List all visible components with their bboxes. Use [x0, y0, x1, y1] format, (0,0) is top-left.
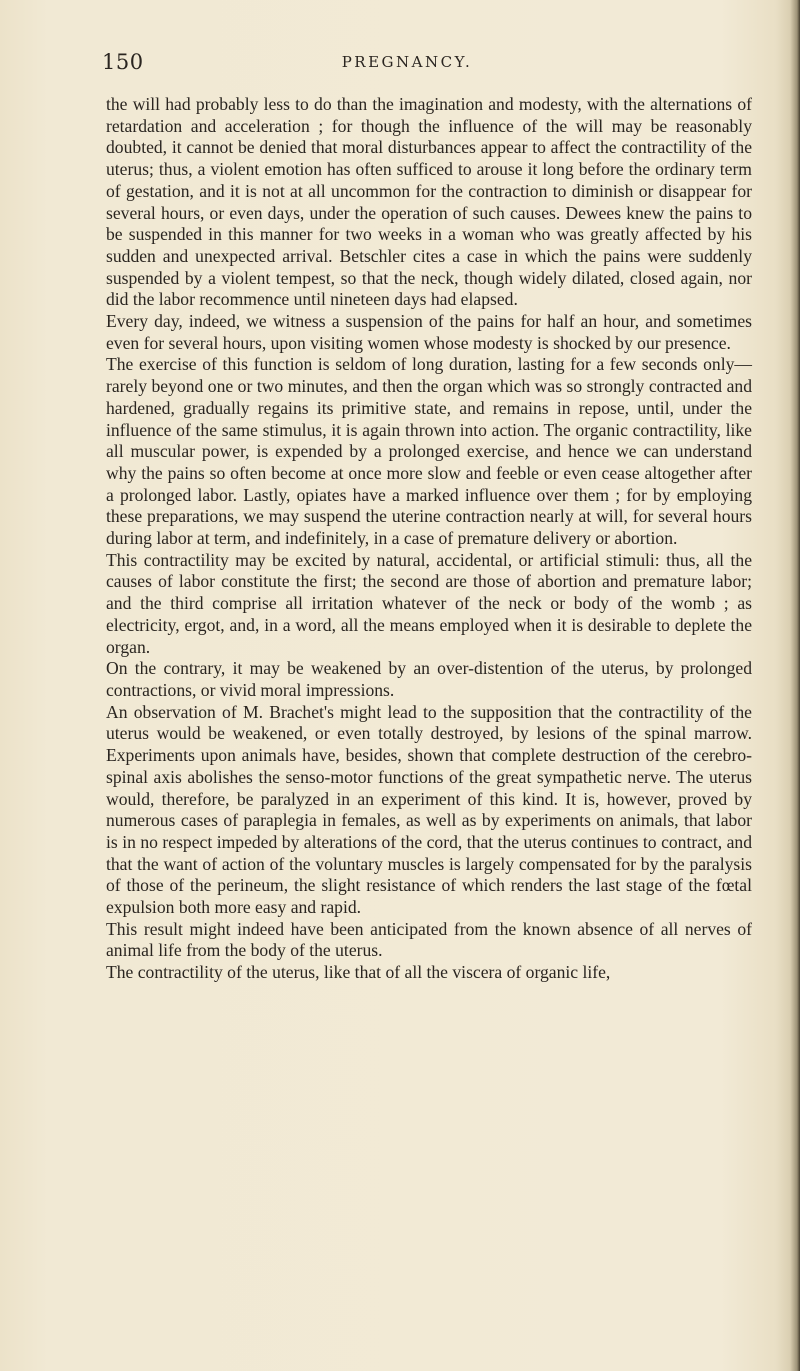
paragraph: This contractility may be excited by natural, accidental, or artificial stimuli: thus, all the causes of labor constitute the first; the second are those of abortion and premature labor; and the third comprise all irritation whatever of the neck or body of the womb ; as electricity, ergot, and, in a word, all the means employed when it is desirable to deplete the organ. [106, 549, 752, 657]
paragraph: The exercise of this function is seldom of long duration, lasting for a few seconds only—rarely beyond one or two minutes, and then the organ which was so strongly contracted and hardened, gradually regains its primitive state, and remains in repose, until, under the influence of the same stimulus, it is again thrown into action. The organic contractility, like all muscular power, is expended by a prolonged exercise, and hence we can understand why the pains so often become at once more slow and feeble or even cease altogether after a prolonged labor. Lastly, opiates have a marked influence over them ; for by employing these preparations, we may suspend the uterine contraction nearly at will, for several hours during labor at term, and indefinitely, in a case of premature delivery or abortion. [106, 354, 752, 549]
paragraph: The contractility of the uterus, like that of all the viscera of organic life, [106, 962, 611, 983]
paragraph: This result might indeed have been anticipated from the known absence of all nerves of animal life from the body of the uterus. [106, 918, 752, 961]
paragraph: On the contrary, it may be weakened by an over-distention of the uterus, by prolonged contractions, or vivid moral impressions. [106, 658, 752, 700]
paragraph: the will had probably less to do than the imagination and modesty, with the alternations of retardation and acceleration ; for though the influence of the will may be reasonably doubted, it cannot be denied that moral disturbances appear to affect the contractility of the uterus; thus, a violent emotion has often sufficed to arouse it long before the ordinary term of gestation, and it is not at all uncommon for the contraction to diminish or disappear for several hours, or even days, under the operation of such causes. Dewees knew the pains to be suspended in this manner for two weeks in a woman who was greatly affected by his sudden and unexpected arrival. Betschler cites a case in which the pains were suddenly suspended by a violent tempest, so that the neck, though widely dilated, closed again, nor did the labor recommence until nineteen days had elapsed. [106, 94, 752, 310]
page-header [102, 50, 712, 78]
page-edge-shadow [790, 0, 800, 1371]
page-number: 150 [102, 50, 144, 74]
body-text [106, 94, 752, 984]
paragraph: An observation of M. Brachet's might lead to the supposition that the contractility of the uterus would be weakened, or even totally destroyed, by lesions of the spinal marrow. Experiments upon animals have, besides, shown that complete destruction of the cerebro-spinal axis abolishes the senso-motor functions of the great sympathetic nerve. The uterus would, therefore, be paralyzed in an experiment of this kind. It is, however, proved by numerous cases of paraplegia in females, as well as by experiments on animals, that labor is in no respect impeded by alterations of the cord, that the uterus continues to contract, and that the want of action of the voluntary muscles is largely compensated for by the paralysis of those of the perineum, the slight resistance of which renders the last stage of the fœtal expulsion both more easy and rapid. [106, 701, 752, 918]
running-head: PREGNANCY. [341, 53, 473, 71]
paragraph: Every day, indeed, we witness a suspension of the pains for half an hour, and sometimes even for several hours, upon visiting women whose modesty is shocked by our presence. [106, 311, 752, 353]
